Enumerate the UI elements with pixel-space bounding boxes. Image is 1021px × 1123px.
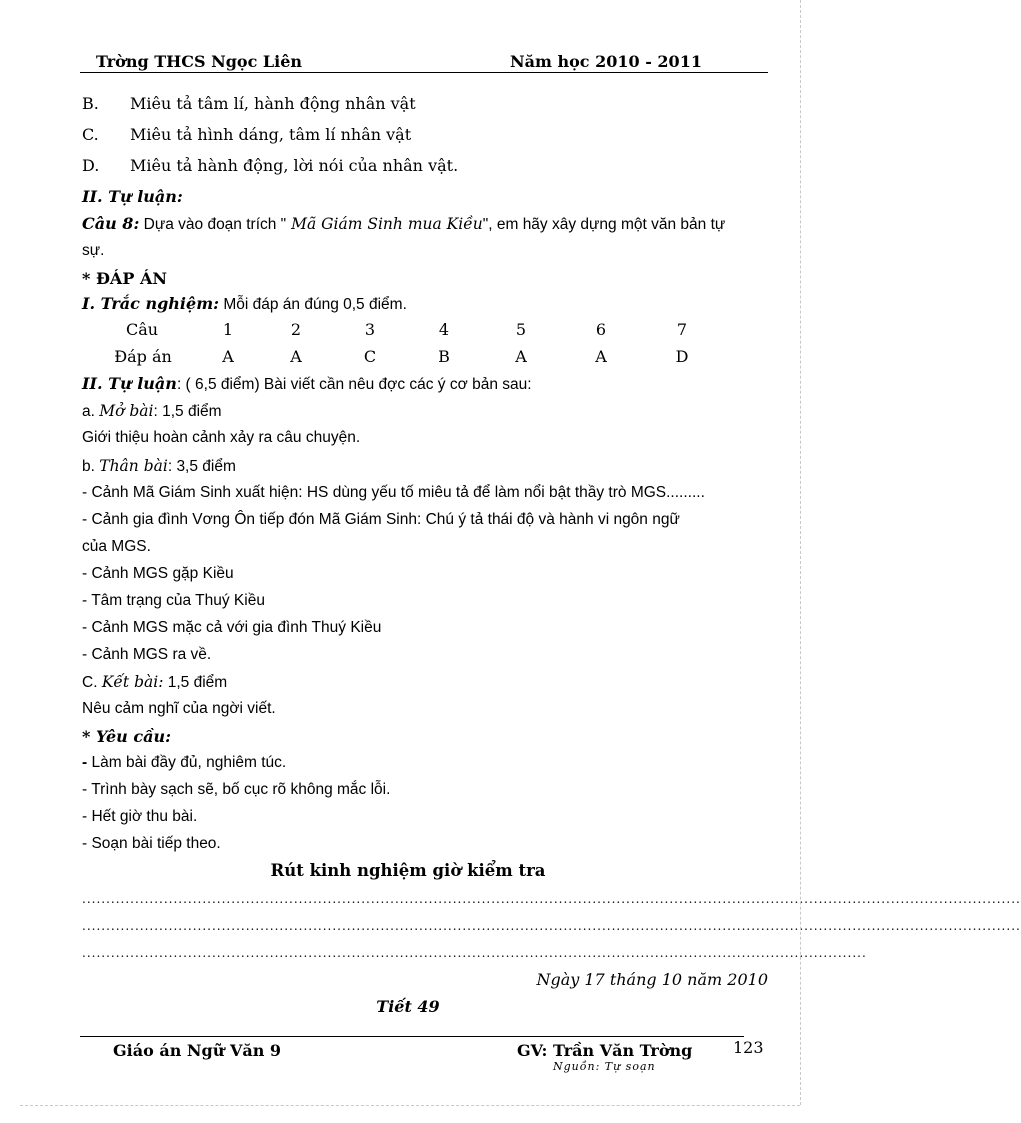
part-b-prefix: b.	[82, 458, 100, 475]
header-school: Trờng THCS Ngọc Liên	[96, 52, 303, 71]
list-item: - Cảnh Mã Giám Sinh xuất hiện: HS dùng yếu tố miêu tả để làm nổi bật thầy trò MGS.........	[82, 484, 705, 501]
part-a-line	[82, 402, 222, 421]
part-b-label: Thân bài	[99, 457, 168, 475]
req-first-dash: -	[82, 754, 88, 771]
table-cell: 7	[676, 320, 688, 339]
footer-source: Nguồn: Tự soạn	[553, 1060, 656, 1073]
option-d	[82, 156, 458, 175]
answer-table-row-question	[0, 320, 816, 342]
answer-table-row-answer	[0, 347, 816, 369]
part-a-text: : 1,5 điểm	[153, 403, 222, 420]
table-row-label: Câu	[125, 320, 159, 339]
header-underline	[80, 72, 768, 73]
q8-continuation: sự.	[82, 242, 105, 259]
table-cell: C	[363, 347, 377, 366]
q8-before: Dựa vào đoạn trích "	[139, 216, 287, 233]
table-cell: 2	[290, 320, 302, 339]
table-cell: D	[675, 347, 689, 366]
list-item: - Hết giờ thu bài.	[82, 808, 198, 825]
option-c-text: Miêu tả hình dáng, tâm lí nhân vật	[130, 125, 412, 144]
essay-answer-label: II. Tự luận	[82, 374, 177, 393]
part-a-label: Mở bài	[99, 402, 154, 420]
table-cell: A	[290, 347, 302, 366]
table-cell: 4	[438, 320, 450, 339]
table-cell: A	[222, 347, 234, 366]
part-c-line	[82, 673, 227, 692]
date-line: Ngày 17 tháng 10 năm 2010	[536, 970, 768, 989]
essay-answer-line	[82, 374, 532, 394]
footer-rule	[80, 1036, 744, 1037]
list-item: - Cảnh gia đình Vơng Ôn tiếp đón Mã Giám Sinh: Chú ý tả thái độ và hành vi ngôn ngữ	[82, 511, 680, 528]
list-item: - Cảnh MGS ra về.	[82, 646, 212, 663]
q8-title: Mã Giám Sinh mua Kiều	[286, 215, 483, 233]
list-item: - Cảnh MGS gặp Kiều	[82, 565, 234, 582]
page-border-bottom	[20, 1105, 800, 1106]
header-year: Năm học 2010 - 2011	[510, 52, 702, 71]
table-cell: 1	[222, 320, 234, 339]
question-8	[82, 214, 725, 234]
list-item: - Tâm trạng của Thuý Kiều	[82, 592, 265, 609]
review-dots-3: ...................................................................................................................................................................	[82, 946, 867, 960]
req-first-text: Làm bài đầy đủ, nghiêm túc.	[91, 754, 287, 771]
mc-text: Mỗi đáp án đúng 0,5 điểm.	[219, 296, 407, 313]
list-item	[82, 754, 286, 772]
table-cell: 5	[515, 320, 527, 339]
table-cell: 3	[364, 320, 376, 339]
page-number: 123	[733, 1038, 764, 1057]
list-item: - Cảnh MGS mặc cả với gia đình Thuý Kiều	[82, 619, 382, 636]
part-c-body: Nêu cảm nghĩ của ngời viết.	[82, 700, 276, 717]
lesson-title: Tiết 49	[376, 997, 440, 1016]
part-a-prefix: a.	[82, 403, 100, 420]
part-a-body: Giới thiệu hoàn cảnh xảy ra câu chuyện.	[82, 429, 361, 446]
page-border-right	[800, 0, 801, 1105]
answer-heading: * ĐÁP ÁN	[82, 269, 167, 288]
table-cell: A	[595, 347, 607, 366]
part-c-prefix: C.	[82, 674, 102, 691]
q8-label: Câu 8:	[82, 214, 140, 233]
part-b-line	[82, 457, 236, 476]
mc-line	[82, 294, 407, 314]
footer-left: Giáo án Ngữ Văn 9	[113, 1041, 282, 1060]
table-cell: 6	[595, 320, 607, 339]
part-c-text: 1,5 điểm	[163, 674, 228, 691]
part-b-text: : 3,5 điểm	[167, 458, 236, 475]
list-item: - Trình bày sạch sẽ, bố cục rõ không mắc lỗi.	[82, 781, 391, 798]
list-item: - Soạn bài tiếp theo.	[82, 835, 221, 852]
mc-label: I. Trắc nghiệm:	[82, 294, 220, 313]
requirements-heading: * Yêu cầu:	[82, 727, 171, 746]
table-cell: A	[515, 347, 527, 366]
review-dots-2: ...................................................................................................................................................................................................	[82, 919, 1021, 933]
option-b	[82, 94, 416, 113]
review-title: Rút kinh nghiệm giờ kiểm tra	[270, 861, 546, 880]
list-item: của MGS.	[82, 538, 151, 555]
part-c-label: Kết bài:	[101, 673, 164, 691]
option-b-text: Miêu tả tâm lí, hành động nhân vật	[130, 94, 416, 113]
footer-teacher: GV: Trần Văn Trờng	[517, 1041, 693, 1060]
option-d-text: Miêu tả hành động, lời nói của nhân vật.	[130, 156, 459, 175]
option-c-letter: C.	[82, 125, 99, 144]
option-b-letter: B.	[82, 94, 99, 113]
q8-after: ", em hãy xây dựng một văn bản tự	[482, 216, 726, 233]
table-cell: B	[438, 347, 450, 366]
essay-answer-text: : ( 6,5 điểm) Bài viết cần nêu đợc các ý cơ bản sau:	[176, 376, 532, 393]
essay-heading: II. Tự luận:	[82, 187, 183, 206]
review-dots-1: ...................................................................................................................................................................................................	[82, 892, 1021, 906]
option-c	[82, 125, 411, 144]
table-row-label: Đáp án	[114, 347, 172, 366]
option-d-letter: D.	[82, 156, 100, 175]
